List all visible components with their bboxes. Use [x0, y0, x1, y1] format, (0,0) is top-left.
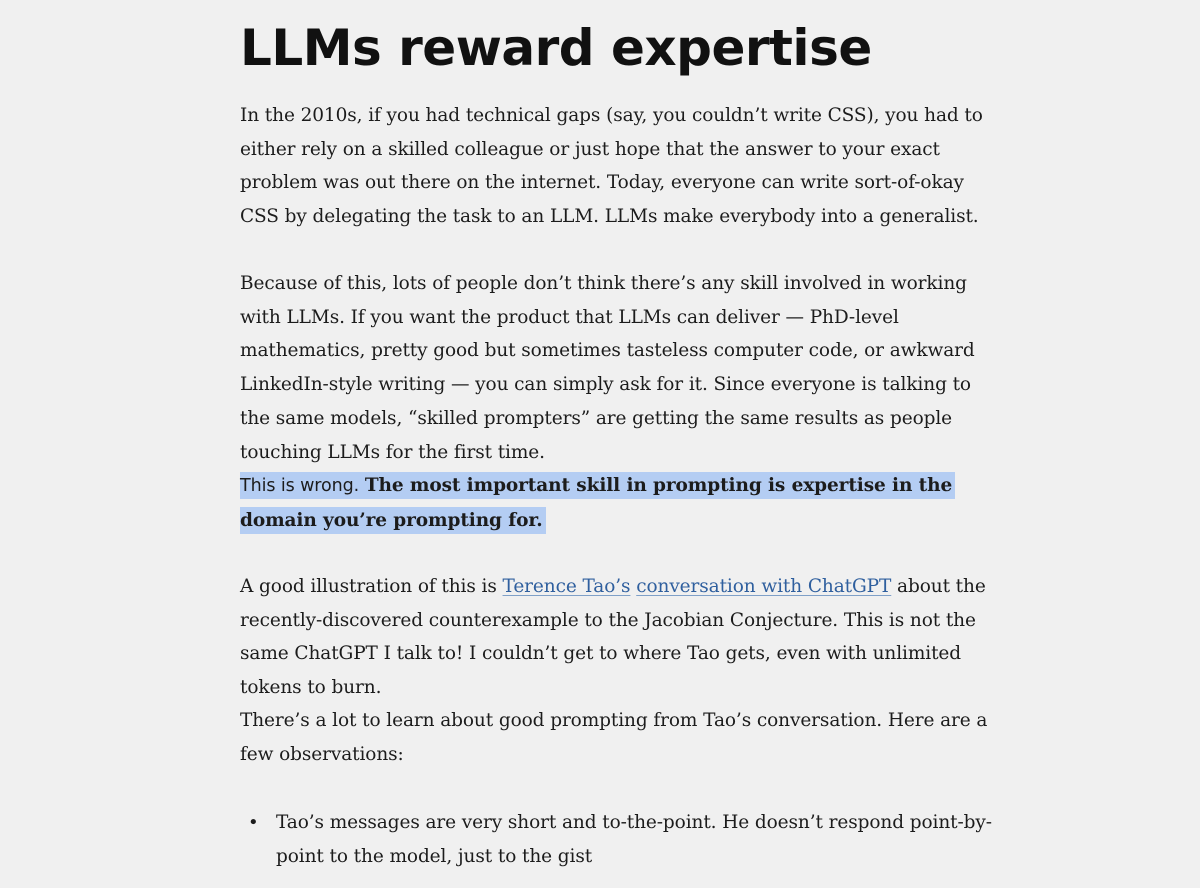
chatgpt-conversation-link[interactable]: conversation with ChatGPT [636, 576, 892, 597]
highlight-bold-text: The most important skill in prompting is expertise in the domain you’re prompting for. [240, 475, 953, 531]
observations-list [240, 806, 1010, 873]
paragraph-5: There’s a lot to learn about good prompting from Tao’s conversation. Here are a few observations: [240, 710, 988, 765]
paragraph-2: Because of this, lots of people don’t think there’s any skill involved in working with LLMs. If you want the product that LLMs can deliver — PhD-level mathematics, pretty good but sometimes tasteless computer code, or awkward LinkedIn-style writing — you can simply ask for it. Since everyone is talking to the same models, “skilled prompters” are getting the same results as people touching LLMs for the first time. [240, 273, 975, 463]
article-title: LLMs reward expertise [240, 19, 872, 77]
list-item [240, 806, 1010, 873]
list-item-text: Tao’s messages are very short and to-the-point. He doesn’t respond point-by-point to the model, just to the gist [276, 812, 992, 867]
paragraph-3-highlighted [240, 469, 1000, 537]
selection-highlight[interactable] [240, 472, 955, 534]
terence-tao-link[interactable]: Terence Tao’s [502, 576, 631, 597]
bullet-icon: • [248, 812, 259, 833]
paragraph-1: In the 2010s, if you had technical gaps (say, you couldn’t write CSS), you had to either rely on a skilled colleague or just hope that the answer to your exact problem was out there on the internet. Today, everyone can write sort-of-okay CSS by delegating the task to an LLM. LLMs make everybody into a generalist. [240, 105, 983, 228]
paragraph-4 [240, 570, 1000, 705]
paragraph-4-before: A good illustration of this is [240, 576, 503, 597]
highlight-plain-text: This is wrong. [240, 476, 360, 496]
paragraph-4-after: about the recently-discovered counterexample to the Jacobian Conjecture. This is not the same ChatGPT I talk to! I couldn’t get to where Tao gets, even with unlimited tokens to burn. [240, 576, 986, 699]
